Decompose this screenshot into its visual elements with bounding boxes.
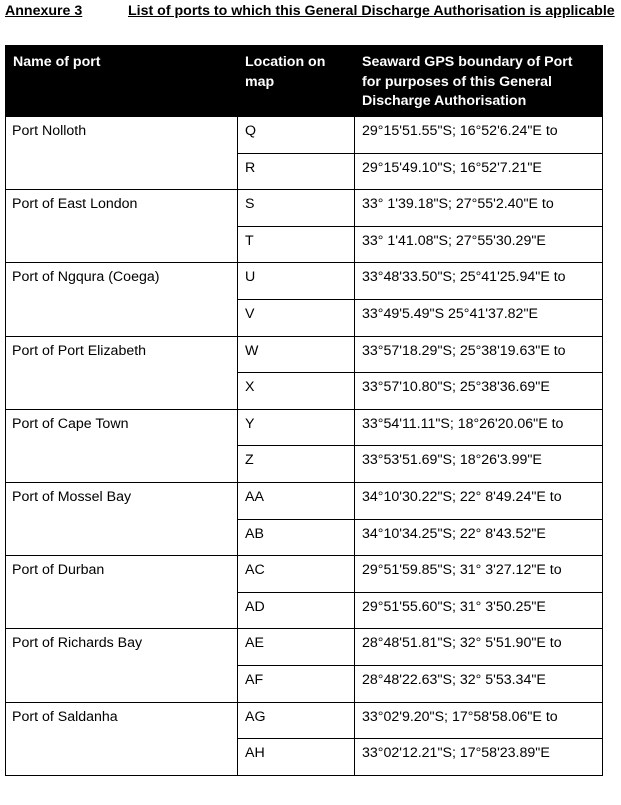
map-location: AB [238,519,355,556]
gps-boundary: 29°51'59.85"S; 31° 3'27.12"E to [355,556,603,593]
port-name: Port of Cape Town [6,409,238,482]
map-location: Z [238,446,355,483]
port-name: Port of Port Elizabeth [6,336,238,409]
gps-boundary: 29°51'55.60"S; 31° 3'50.25"E [355,592,603,629]
gps-boundary: 33°53'51.69"S; 18°26'3.99"E [355,446,603,483]
map-location: V [238,299,355,336]
table-row [6,629,603,666]
table-row [6,409,603,446]
port-name: Port Nolloth [6,117,238,190]
map-location: S [238,190,355,227]
gps-boundary: 33°49'5.49"S 25°41'37.82"E [355,299,603,336]
map-location: U [238,263,355,300]
gps-boundary: 29°15'49.10"S; 16°52'7.21"E [355,153,603,190]
map-location: W [238,336,355,373]
table-header-row [6,46,603,117]
port-name: Port of Mossel Bay [6,482,238,555]
table-row [6,702,603,739]
table-row [6,482,603,519]
map-location: AE [238,629,355,666]
header-location-on-map: Location on map [238,46,355,117]
annexure-title: List of ports to which this General Discharge Authorisation is applicable [128,3,615,19]
gps-boundary: 33°57'10.80"S; 25°38'36.69"E [355,373,603,410]
port-name: Port of East London [6,190,238,263]
map-location: AG [238,702,355,739]
gps-boundary: 33°57'18.29"S; 25°38'19.63"E to [355,336,603,373]
ports-table [5,45,603,776]
gps-boundary: 29°15'51.55"S; 16°52'6.24"E to [355,117,603,154]
table-row [6,263,603,300]
map-location: R [238,153,355,190]
map-location: Y [238,409,355,446]
gps-boundary: 34°10'30.22"S; 22° 8'49.24"E to [355,482,603,519]
annexure-number: Annexure 3 [5,3,83,19]
port-name: Port of Richards Bay [6,629,238,702]
port-name: Port of Saldanha [6,702,238,775]
map-location: AF [238,665,355,702]
gps-boundary: 33° 1'41.08"S; 27°55'30.29"E [355,226,603,263]
map-location: AH [238,739,355,776]
gps-boundary: 33° 1'39.18"S; 27°55'2.40"E to [355,190,603,227]
map-location: AA [238,482,355,519]
port-name: Port of Ngqura (Coega) [6,263,238,336]
table-row [6,117,603,154]
annexure-heading [5,3,617,41]
gps-boundary: 33°48'33.50"S; 25°41'25.94"E to [355,263,603,300]
port-name: Port of Durban [6,556,238,629]
gps-boundary: 33°02'9.20"S; 17°58'58.06"E to [355,702,603,739]
map-location: AD [238,592,355,629]
gps-boundary: 28°48'51.81"S; 32° 5'51.90"E to [355,629,603,666]
table-row [6,556,603,593]
map-location: AC [238,556,355,593]
gps-boundary: 33°54'11.11"S; 18°26'20.06"E to [355,409,603,446]
table-row [6,336,603,373]
gps-boundary: 34°10'34.25"S; 22° 8'43.52"E [355,519,603,556]
gps-boundary: 28°48'22.63"S; 32° 5'53.34"E [355,665,603,702]
table-row [6,190,603,227]
map-location: Q [238,117,355,154]
header-gps-boundary: Seaward GPS boundary of Port for purposes of this General Discharge Authorisation [355,46,603,117]
map-location: T [238,226,355,263]
map-location: X [238,373,355,410]
gps-boundary: 33°02'12.21"S; 17°58'23.89"E [355,739,603,776]
header-name-of-port: Name of port [6,46,238,117]
